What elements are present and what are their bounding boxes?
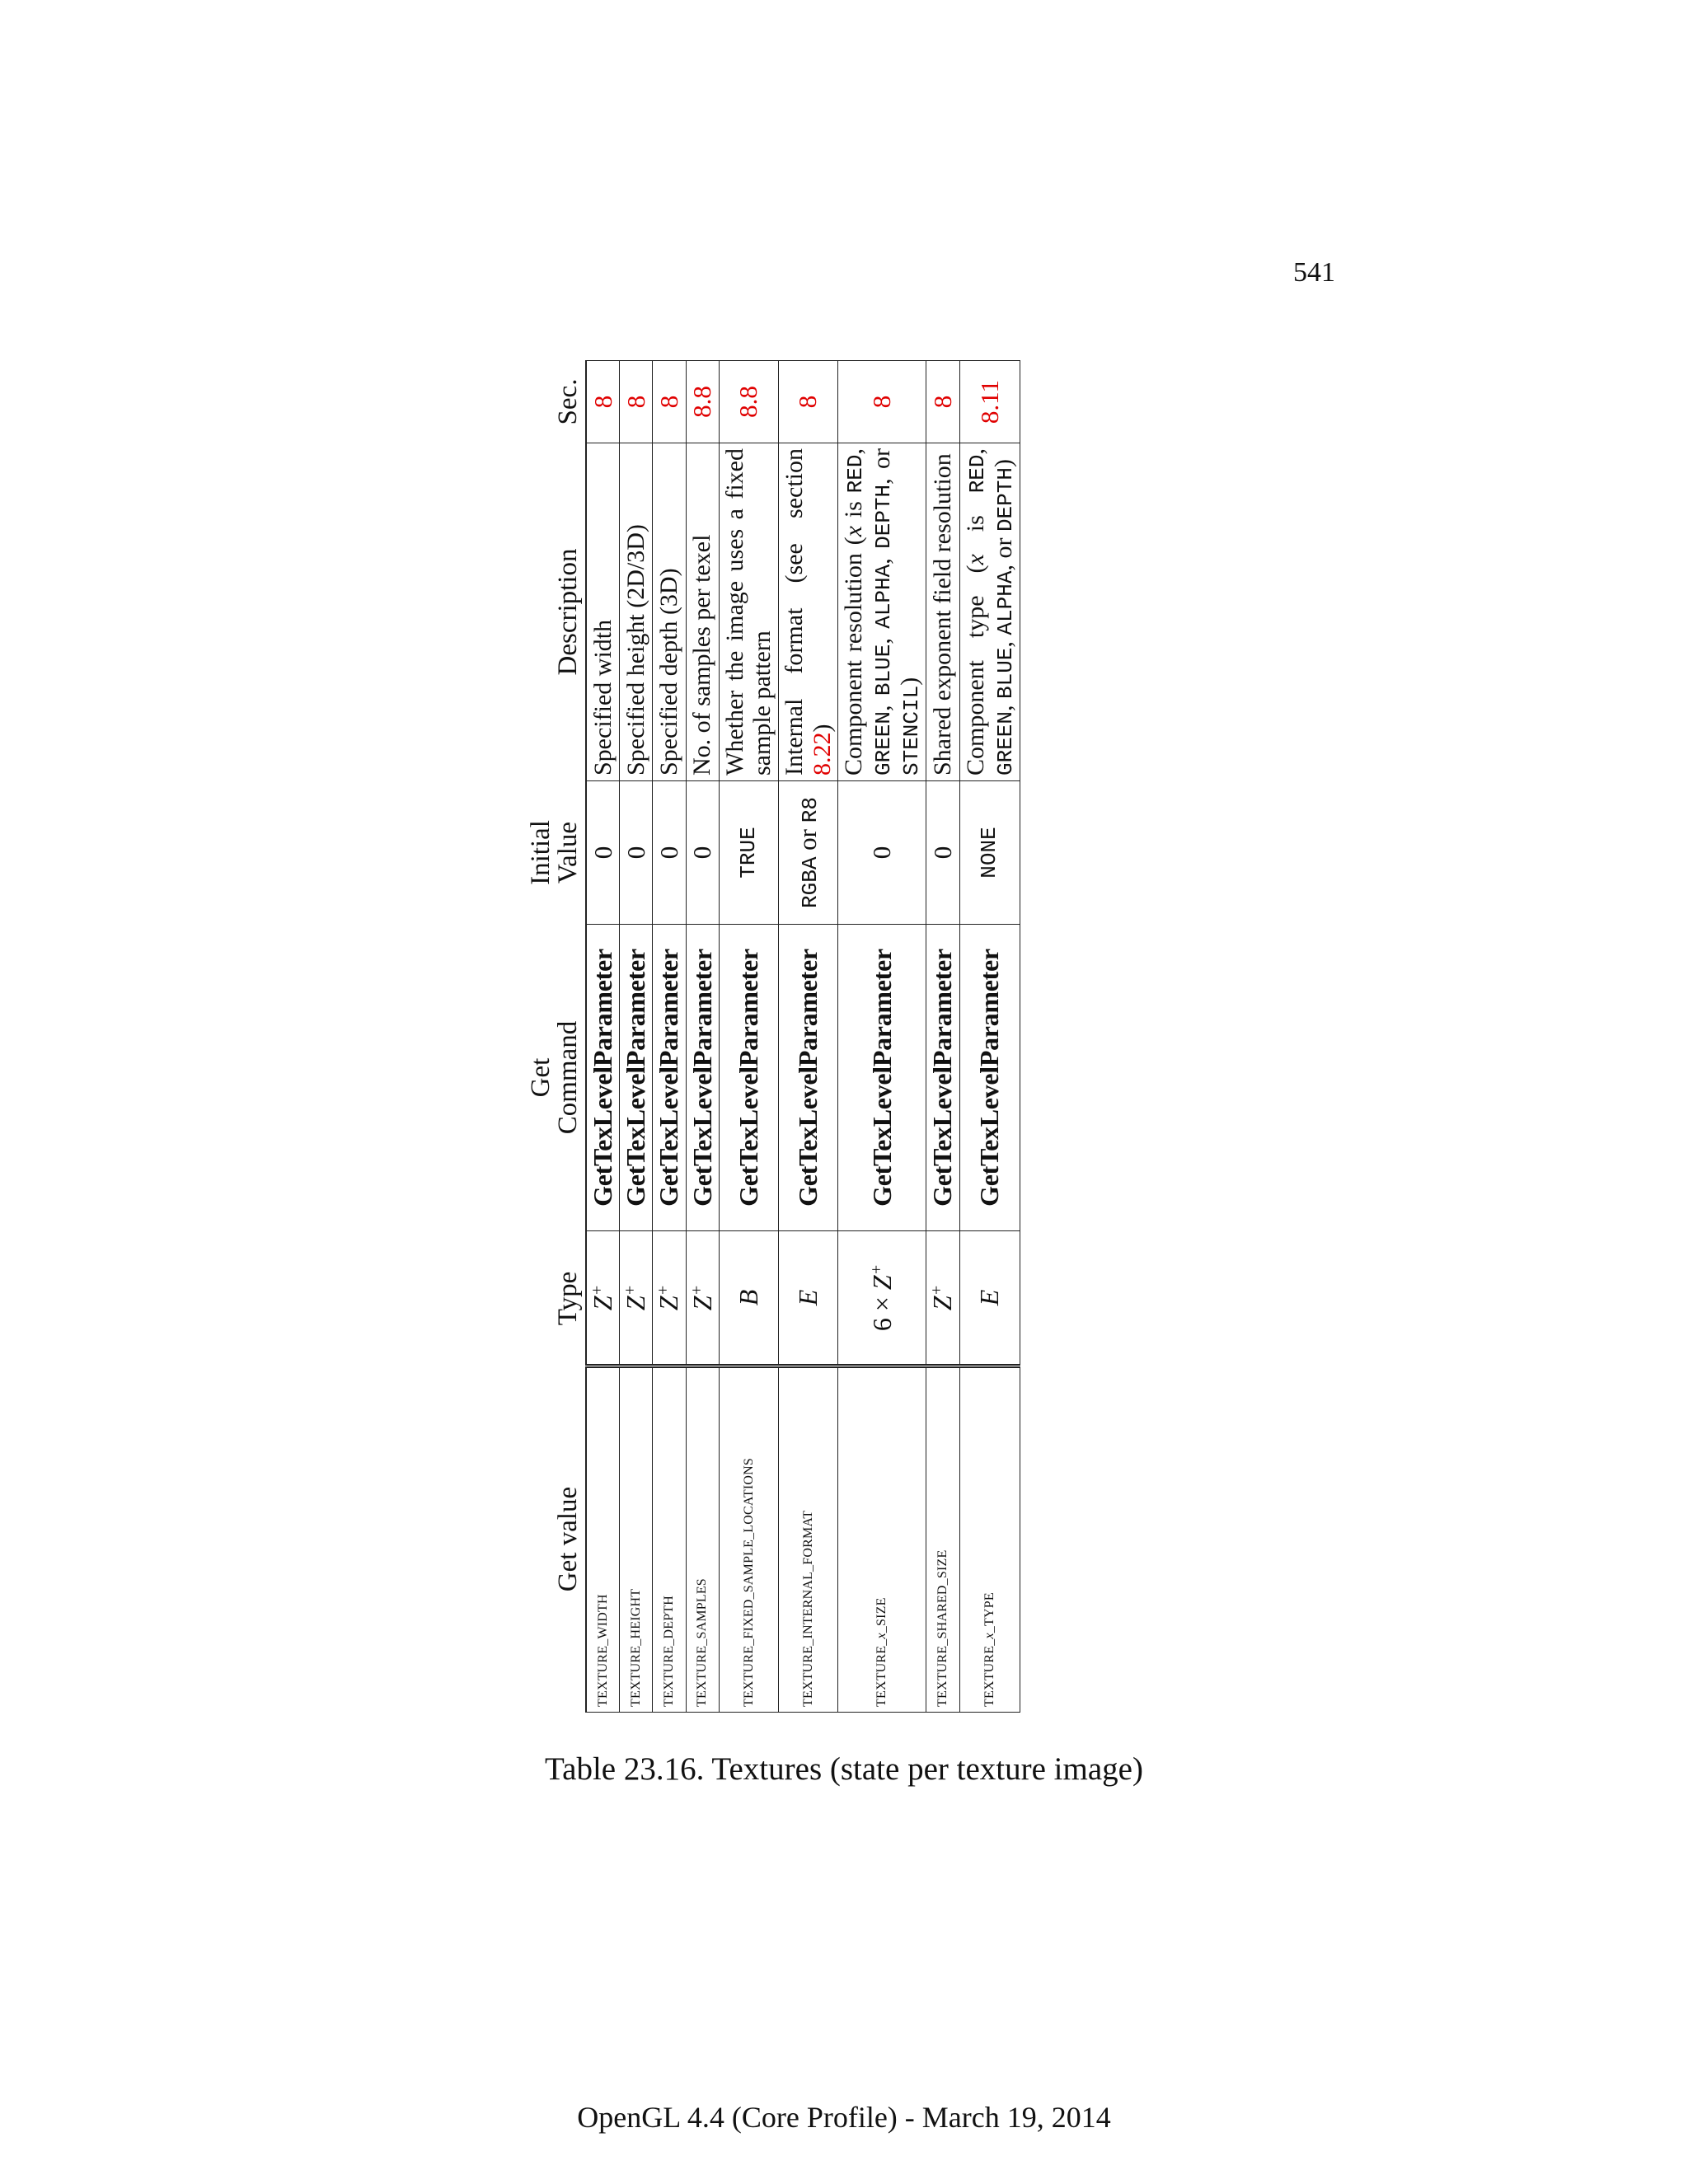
- description-cell: Specified depth (3D): [653, 443, 686, 781]
- description-cell: Specified height (2D/3D): [620, 443, 653, 781]
- section-link[interactable]: 8: [653, 361, 686, 443]
- table-row: [686, 361, 719, 1713]
- header-sec: Sec.: [553, 378, 583, 425]
- initial-value-cell: 0: [686, 781, 719, 925]
- header-description: Description: [553, 548, 583, 676]
- initial-value-cell: 0: [838, 781, 926, 925]
- section-link[interactable]: 8: [586, 361, 620, 443]
- type-cell: Z+: [926, 1231, 959, 1366]
- command-cell: GetTexLevelParameter: [686, 925, 719, 1231]
- command-cell: GetTexLevelParameter: [653, 925, 686, 1231]
- section-link[interactable]: 8: [926, 361, 959, 443]
- header-get-value: Get value: [553, 1486, 583, 1592]
- table-row: [620, 361, 653, 1713]
- initial-value-cell: 0: [926, 781, 959, 925]
- get-value-cell: TEXTURE_x_SIZE: [838, 1366, 926, 1713]
- description-cell: Shared exponent field resolution: [926, 443, 959, 781]
- section-link[interactable]: 8.8: [719, 361, 778, 443]
- textures-table-rotated: [526, 361, 1152, 1713]
- type-cell: Z+: [686, 1231, 719, 1366]
- section-link[interactable]: 8.11: [959, 361, 1020, 443]
- type-cell: 6 × Z+: [838, 1231, 926, 1366]
- type-cell: E: [778, 1231, 837, 1366]
- header-get-command: Get Command: [526, 1020, 583, 1135]
- description-cell: Whether the image uses a fixed sample pattern: [719, 443, 778, 781]
- table-row: [653, 361, 686, 1713]
- description-cell: Component resolution (x is RED, GREEN, BLUE, ALPHA, DEPTH, or STENCIL): [838, 443, 926, 781]
- description-cell: Internal format (see section 8.22): [778, 443, 837, 781]
- table-row: [778, 361, 837, 1713]
- get-value-cell: TEXTURE_DEPTH: [653, 1366, 686, 1713]
- get-value-cell: TEXTURE_SHARED_SIZE: [926, 1366, 959, 1713]
- section-link[interactable]: 8.8: [686, 361, 719, 443]
- command-cell: GetTexLevelParameter: [838, 925, 926, 1231]
- command-cell: GetTexLevelParameter: [926, 925, 959, 1231]
- section-link[interactable]: 8: [778, 361, 837, 443]
- initial-value-cell: RGBA or R8: [778, 781, 837, 925]
- get-value-cell: TEXTURE_FIXED_SAMPLE_LOCATIONS: [719, 1366, 778, 1713]
- command-cell: GetTexLevelParameter: [778, 925, 837, 1231]
- description-cell: Component type (x is RED, GREEN, BLUE, ALPHA, or DEPTH): [959, 443, 1020, 781]
- table-row: [926, 361, 959, 1713]
- initial-value-cell: 0: [620, 781, 653, 925]
- type-cell: B: [719, 1231, 778, 1366]
- description-cell: Specified width: [586, 443, 620, 781]
- command-cell: GetTexLevelParameter: [586, 925, 620, 1231]
- get-value-cell: TEXTURE_HEIGHT: [620, 1366, 653, 1713]
- command-cell: GetTexLevelParameter: [719, 925, 778, 1231]
- get-value-cell: TEXTURE_WIDTH: [586, 1366, 620, 1713]
- initial-value-cell: 0: [586, 781, 620, 925]
- type-cell: Z+: [586, 1231, 620, 1366]
- get-value-cell: TEXTURE_SAMPLES: [686, 1366, 719, 1713]
- get-value-cell: TEXTURE_x_TYPE: [959, 1366, 1020, 1713]
- command-cell: GetTexLevelParameter: [620, 925, 653, 1231]
- table-row: [586, 361, 620, 1713]
- initial-value-cell: NONE: [959, 781, 1020, 925]
- table-caption: Table 23.16. Textures (state per texture image): [545, 1751, 1143, 1787]
- table-row: [719, 361, 778, 1713]
- section-link[interactable]: 8: [838, 361, 926, 443]
- page-number: 541: [1293, 257, 1335, 288]
- section-reference-link[interactable]: 8.22: [808, 732, 836, 776]
- initial-value-cell: TRUE: [719, 781, 778, 925]
- type-cell: Z+: [620, 1231, 653, 1366]
- table-row: [838, 361, 926, 1713]
- description-cell: No. of samples per texel: [686, 443, 719, 781]
- textures-state-table: [526, 360, 1020, 1713]
- page-footer: OpenGL 4.4 (Core Profile) - March 19, 2014: [577, 2101, 1111, 2134]
- table-row: [959, 361, 1020, 1713]
- type-cell: E: [959, 1231, 1020, 1366]
- initial-value-cell: 0: [653, 781, 686, 925]
- section-link[interactable]: 8: [620, 361, 653, 443]
- get-value-cell: TEXTURE_INTERNAL_FORMAT: [778, 1366, 837, 1713]
- header-initial-value: Initial Value: [526, 820, 583, 885]
- command-cell: GetTexLevelParameter: [959, 925, 1020, 1231]
- rotated-table-container: [526, 361, 1152, 1713]
- type-cell: Z+: [653, 1231, 686, 1366]
- table-header-row: [526, 361, 586, 1713]
- header-type: Type: [553, 1271, 583, 1326]
